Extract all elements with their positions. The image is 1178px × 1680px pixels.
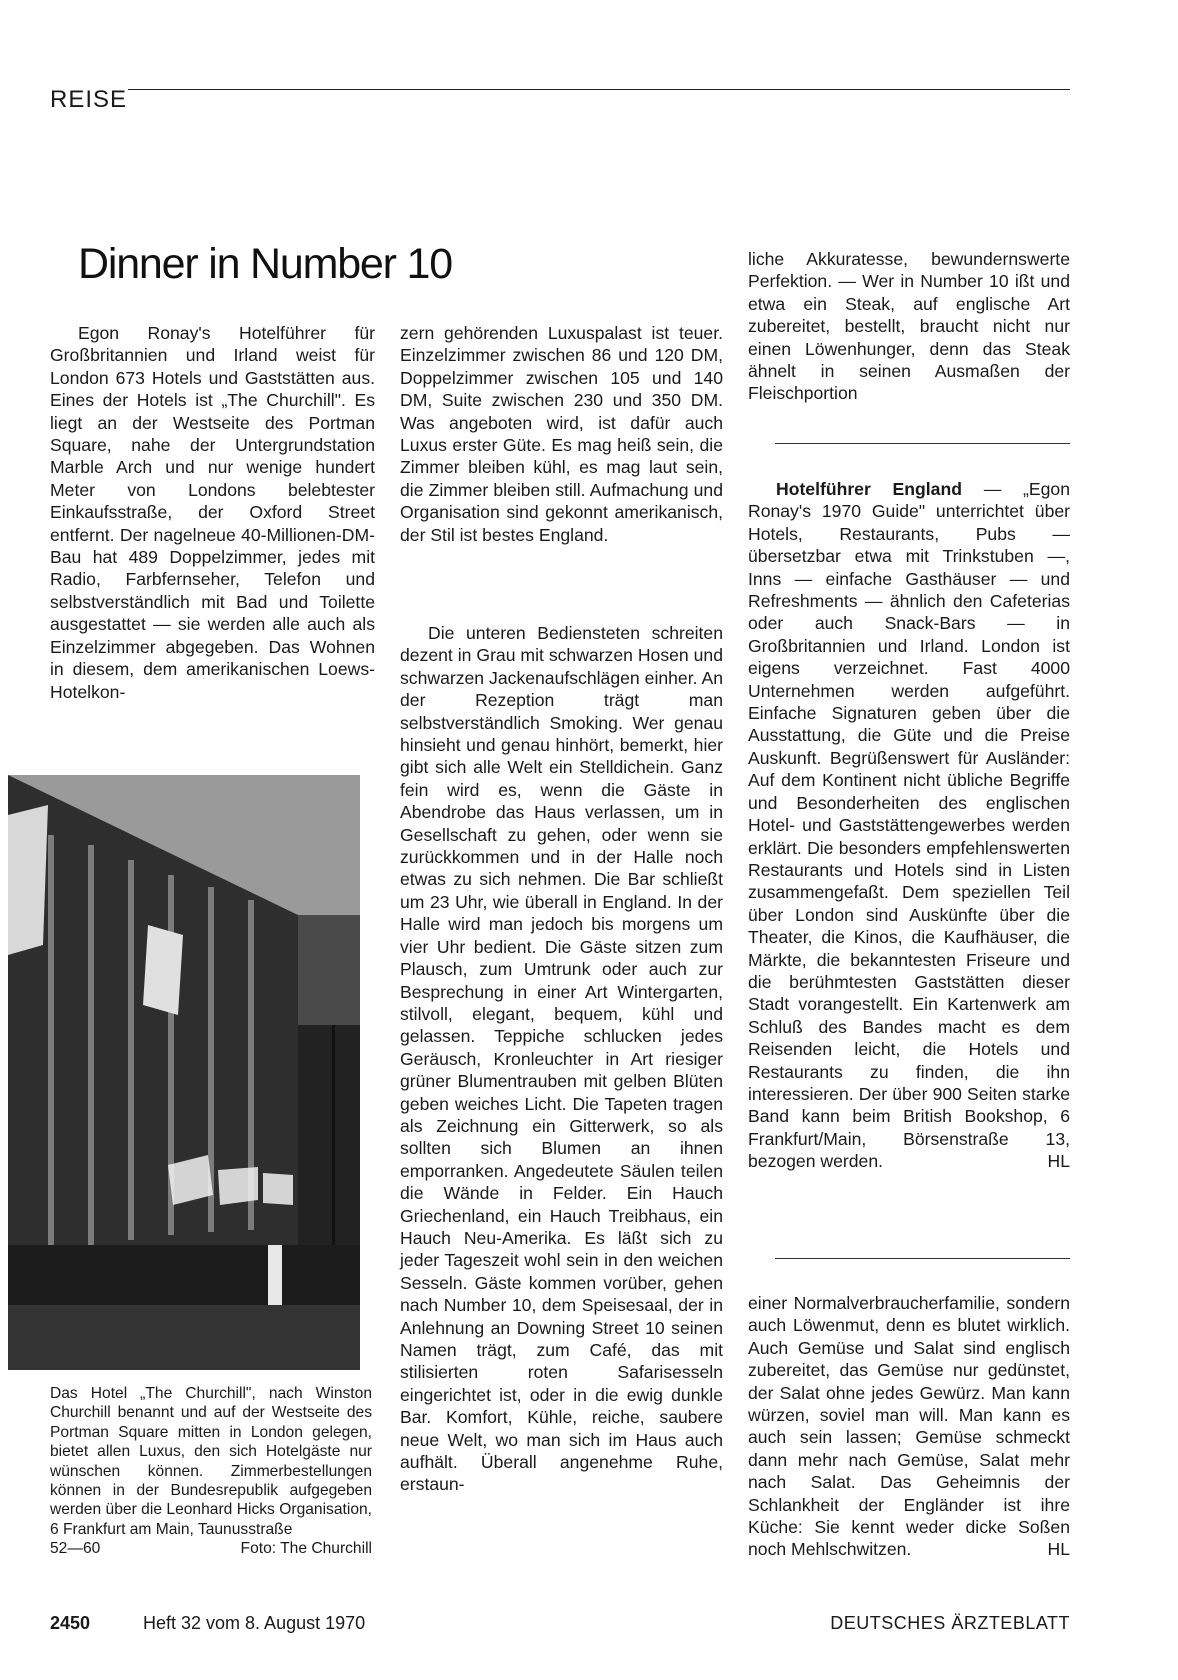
section-label: REISE: [50, 86, 128, 113]
photo-credit: Foto: The Churchill: [240, 1540, 372, 1558]
caption-end: 52—60: [50, 1540, 101, 1558]
hotel-photo: [8, 775, 360, 1370]
article-column-3-bottom: [748, 1292, 1070, 1561]
article-text: einer Normalverbraucherfamilie, sondern auch Löwenmut, denn es blutet wirklich. Auch Gemüse und Salat sind englisch zubereitet, das Gemüse nur gedünstet, der Salat ohne jedes Gewürz. Man kann würzen, soviel man will. Man kann es auch sein lassen; Gemüse schmeckt dann mehr nach Gemüse, Salat mehr nach Salat. Das Geheimnis der Schlankheit der Engländer ist ihre Küche: Sie kennt weder dicke Soßen noch Mehlschwitzen.: [748, 1293, 1070, 1560]
article-column-1: [50, 322, 375, 703]
article-title: Dinner in Number 10: [78, 240, 452, 288]
caption-text: Das Hotel „The Churchill", nach Winston Churchill benannt und auf der Westseite des Portman Square mitten in London gelegen, bietet allen Luxus, den sich Hotelgäste nur wünschen können. Zimmerbestellungen können in der Bundesrepublik aufgegeben werden über die Leonhard Hicks Organisation, 6 Frankfurt am Main, Taunusstraße: [50, 1385, 372, 1538]
issue-info: Heft 32 vom 8. August 1970: [143, 1613, 366, 1633]
article-paragraph: liche Akkuratesse, bewundernswerte Perfektion. — Wer in Number 10 ißt und etwa ein Steak, auf englische Art zubereitet, bestellt, braucht nicht nur einen Löwenhunger, denn das Steak ähnelt in seinen Ausmaßen der Fleischportion: [748, 249, 1070, 404]
article-sign: HL: [1047, 1539, 1070, 1560]
article-column-3-top: [748, 248, 1070, 405]
article-paragraph: Die unteren Bediensteten schreiten dezent in Grau mit schwarzen Hosen und schwarzen Jackenaufschlägen einher. An der Rezeption trägt man selbstverständlich Smoking. Wer genau hinsieht und genau hinhört, bemerkt, hier gibt sich alle Welt ein Stelldichein. Ganz fein wird es, wenn die Gäste in Abendrobe das Haus verlassen, um in Gesellschaft zu gehen, oder wenn sie zurückkommen und in der Halle noch etwas zu sich nehmen. Die Bar schließt um 23 Uhr, wie überall in England. In der Halle wird man jedoch bis morgens um vier Uhr bedient. Die Gäste sitzen zum Plausch, zum Umtrunk oder auch zur Besprechung in einer Art Wintergarten, stilvoll, elegant, bequem, kühl und gelassen. Teppiche schlucken jedes Geräusch, Kronleuchter in Art riesiger grüner Blumentrauben mit gelben Blüten geben weiches Licht. Die Tapeten tragen als Zeichnung ein Gitterwerk, so als sollten sich Blumen an ihnen emporranken. Angedeutete Säulen teilen die Wände in Felder. Ein Hauch Griechenland, ein Hauch Treibhaus, ein Hauch Neu-Amerika. Es läßt sich zu jeder Tageszeit wohl sein in den weichen Sesseln. Gäste kommen vorüber, gehen nach Number 10, dem Speisesaal, der in Anlehnung an Downing Street 10 seinen Namen trägt, zum Café, das mit stilisierten roten Safarisesseln eingerichtet ist, oder in die ewig dunkle Bar. Komfort, Kühle, reiche, saubere neue Welt, wo man sich im Haus auch aufhält. Überall angenehme Ruhe, erstaun-: [400, 623, 723, 1495]
caption-credit-line: [50, 1539, 372, 1558]
article-column-2-top: [400, 322, 723, 546]
page-number: 2450: [50, 1613, 91, 1633]
section-rule: [128, 89, 1070, 90]
box-text: — „Egon Ronay's 1970 Guide" unterrichtet über Hotels, Restaurants, Pubs — übersetzbar etwa mit Trinkstuben —, Inns — einfache Gasthäuser — und Refreshments — ähnlich den Cafeterias oder auch Snack-Bars — in Großbritannien und Irland. London ist eigens verzeichnet. Fast 4000 Unternehmen werden aufgeführt. Einfache Signaturen geben über die Ausstattung, die Güte und die Preise Auskunft. Begrüßenswert für Ausländer: Auf dem Kontinent nicht übliche Begriffe und Besonderheiten des englischen Hotel- und Gaststättengewerbes werden erklärt. Die besonders empfehlenswerten Restaurants und Hotels sind in Listen zusammengefaßt. Dem speziellen Teil über London sind Auskünfte über die Theater, die Kinos, die Kaufhäuser, die Märkte, die bekanntesten Friseure und die berühmtesten Gaststätten dieser Stadt vorangestellt. Ein Kartenwerk am Schluß des Bandes macht es dem Reisenden leicht, die Hotels und Restaurants zu finden, die ihn interessieren. Der über 900 Seiten starke Band kann beim British Bookshop, 6 Frankfurt/Main, Börsenstraße 13, bezogen werden.: [748, 479, 1070, 1172]
article-column-2-main: [400, 622, 723, 1496]
article-paragraph: Egon Ronay's Hotelführer für Großbritannien und Irland weist für London 673 Hotels und Gaststätten aus. Eines der Hotels ist „The Churchill". Es liegt an der Westseite des Portman Square, nahe der Untergrundstation Marble Arch und nur wenige hundert Meter von Londons belebtester Einkaufsstraße, der Oxford Street entfernt. Der nagelneue 40-Millionen-DM-Bau hat 489 Doppelzimmer, jedes mit Radio, Farbfernseher, Telefon und selbstverständlich mit Bad und Toilette ausgestattet — sie werden alle auch als Einzelzimmer abgegeben. Das Wohnen in diesem, dem amerikanischen Loews-Hotelkon-: [50, 323, 375, 702]
article-paragraph: zern gehörenden Luxuspalast ist teuer. Einzelzimmer zwischen 86 und 120 DM, Doppelzimmer zwischen 105 und 140 DM, Suite zwischen 230 und 350 DM. Was angeboten wird, ist dafür auch Luxus erster Güte. Es mag heiß sein, die Zimmer bleiben kühl, es mag laut sein, die Zimmer bleiben still. Aufmachung und Organisation sind gekonnt amerikanisch, der Stil ist bestes England.: [400, 323, 723, 545]
box-sign: HL: [1047, 1151, 1070, 1172]
book-review-box: [748, 478, 1070, 1173]
box-lead: Hotelführer England: [776, 479, 962, 499]
article-paragraph: [748, 1292, 1070, 1561]
hotel-building-image: [8, 775, 360, 1370]
magazine-name: DEUTSCHES ÄRZTEBLATT: [830, 1613, 1070, 1633]
box-bottom-rule: [775, 1258, 1070, 1259]
box-top-rule: [775, 443, 1070, 444]
photo-caption: [50, 1384, 372, 1559]
